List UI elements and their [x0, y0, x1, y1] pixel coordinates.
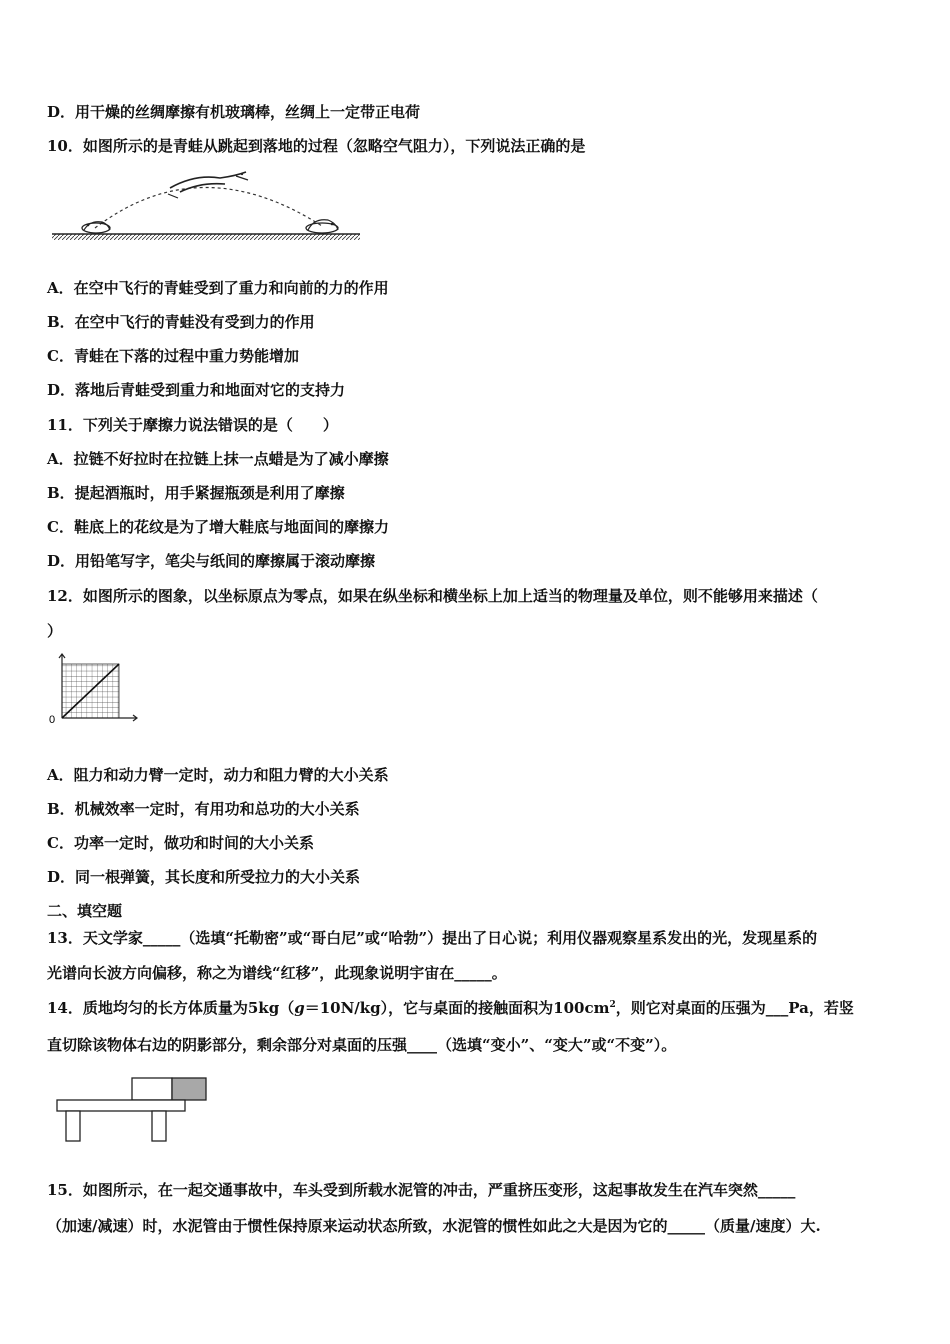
q12-stem-line1: 12．如图所示的图象，以坐标原点为零点，如果在纵坐标和横坐标上加上适当的物理量及单位，则不能够用来描述（ [47, 587, 818, 605]
q10-option-a: A．在空中飞行的青蛙受到了重力和向前的力的作用 [47, 279, 389, 297]
q14-line1-c: ，则它对桌面的压强为___Pa，若竖 [615, 999, 854, 1017]
q9-option-d: D．用干燥的丝绸摩擦有机玻璃棒，丝绸上一定带正电荷 [47, 103, 421, 121]
q10-option-c: C．青蛙在下落的过程中重力势能增加 [47, 347, 299, 365]
q11-stem: 11．下列关于摩擦力说法错误的是（ ） [47, 416, 338, 434]
q12-stem-line2: ） [47, 622, 63, 640]
q14-g-symbol: g [294, 999, 305, 1017]
origin-label: 0 [49, 714, 56, 726]
frog-landing-icon [306, 220, 338, 233]
block-shaded-part [172, 1078, 206, 1100]
q13-line1: 13．天文学家_____（选填“托勒密”或“哥白尼”或“哈勃”）提出了日心说；利用仪器观察星系发出的光，发现星系的 [47, 929, 818, 947]
q14-line1-a: 14．质地均匀的长方体质量为5kg（ [47, 999, 295, 1017]
table-top [57, 1100, 185, 1111]
q11-option-b: B．提起酒瓶时，用手紧握瓶颈是利用了摩擦 [47, 484, 345, 502]
table-leg-right [152, 1111, 166, 1141]
q14-line1-b: ＝10N/kg），它与桌面的接触面积为100cm [304, 999, 610, 1017]
q11-option-d: D．用铅笔写字，笔尖与纸间的摩擦属于滚动摩擦 [47, 552, 376, 570]
q12-option-a: A．阻力和动力臂一定时，动力和阻力臂的大小关系 [47, 766, 389, 784]
q15-line1: 15．如图所示，在一起交通事故中，车头受到所载水泥管的冲击，严重挤压变形，这起事故发生在汽车突然_____ [47, 1181, 796, 1199]
q12-graph [45, 650, 145, 730]
q11-option-a: A．拉链不好拉时在拉链上抹一点蜡是为了减小摩擦 [47, 450, 389, 468]
q14-line1 [47, 998, 854, 1018]
q14-line2: 直切除该物体右边的阴影部分，剩余部分对桌面的压强____（选填“变小”、“变大”或“不变”）。 [47, 1036, 677, 1054]
jump-trajectory [95, 187, 322, 228]
q12-option-d: D．同一根弹簧，其长度和所受拉力的大小关系 [47, 868, 361, 886]
q13-line2: 光谱向长波方向偏移，称之为谱线“红移”，此现象说明宇宙在_____。 [47, 964, 507, 982]
table-leg-left [66, 1111, 80, 1141]
q10-option-d: D．落地后青蛙受到重力和地面对它的支持力 [47, 381, 346, 399]
q11-option-c: C．鞋底上的花纹是为了增大鞋底与地面间的摩擦力 [47, 518, 389, 536]
table-block-figure [52, 1074, 212, 1146]
section-title: 二、填空题 [47, 902, 123, 920]
ground-hatching [52, 234, 360, 240]
q15-line2: （加速/减速）时，水泥管由于惯性保持原来运动状态所致，水泥管的惯性如此之大是因为它的_____（质量/速度）大. [47, 1217, 821, 1235]
frog-jump-figure [50, 168, 362, 246]
q12-option-c: C．功率一定时，做功和时间的大小关系 [47, 834, 314, 852]
q12-option-b: B．机械效率一定时，有用功和总功的大小关系 [47, 800, 360, 818]
q14-area-exponent: 2 [609, 1000, 616, 1010]
q10-stem: 10．如图所示的是青蛙从跳起到落地的过程（忽略空气阻力），下列说法正确的是 [47, 137, 586, 155]
q10-option-b: B．在空中飞行的青蛙没有受到力的作用 [47, 313, 315, 331]
block-remaining [132, 1078, 172, 1100]
frog-midair-icon [168, 172, 248, 198]
